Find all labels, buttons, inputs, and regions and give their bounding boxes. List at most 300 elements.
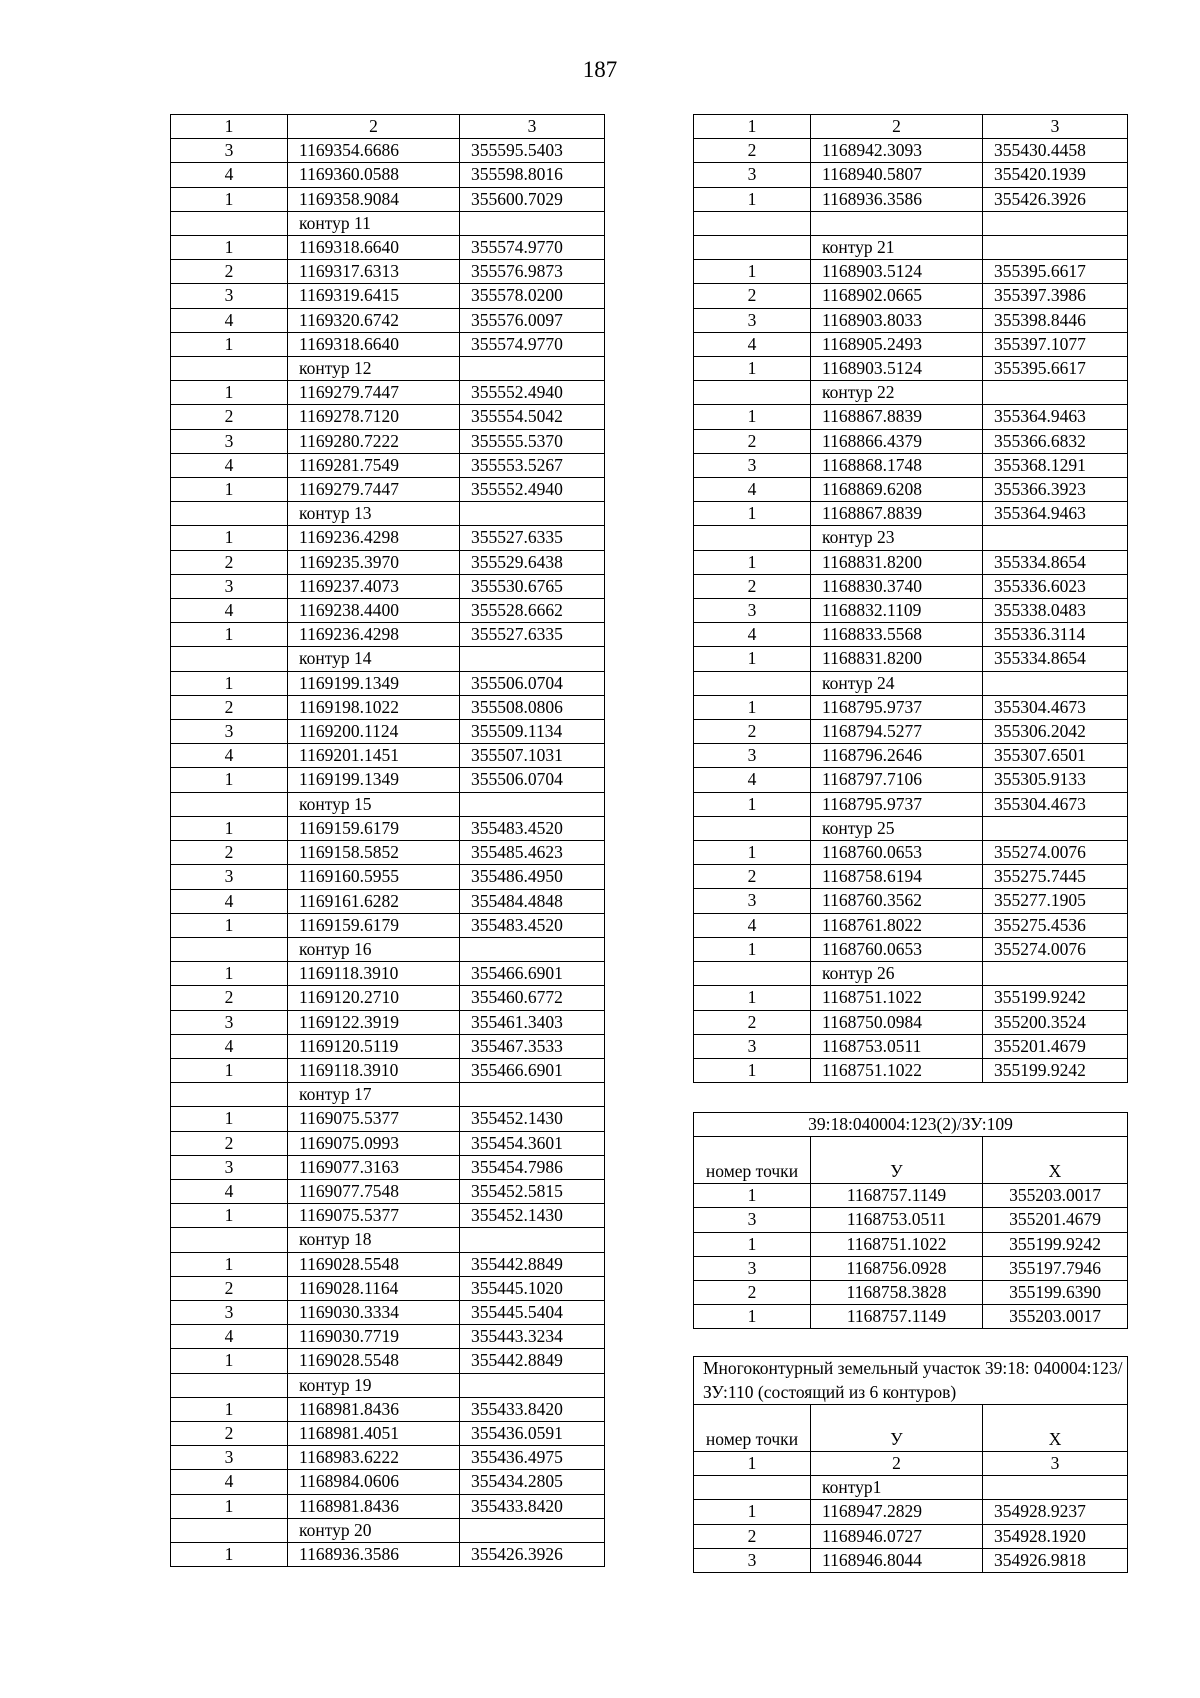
y-coordinate-cell: 1169159.6179: [288, 913, 460, 937]
contour-label: контур 25: [811, 816, 983, 840]
x-coordinate-cell: 355461.3403: [460, 1010, 605, 1034]
point-number-cell: [694, 381, 811, 405]
table-row: [694, 1034, 1128, 1058]
contour-row: [694, 381, 1128, 405]
x-coordinate-cell: 355397.3986: [983, 284, 1128, 308]
y-coordinate-cell: 1169030.3334: [288, 1300, 460, 1324]
contour-row: [171, 502, 605, 526]
x-coordinate-cell: [460, 1518, 605, 1542]
y-coordinate-cell: 1169281.7549: [288, 453, 460, 477]
point-number-cell: [171, 792, 288, 816]
table-header-row: [171, 115, 605, 139]
y-coordinate-cell: 1168942.3093: [811, 139, 983, 163]
contour-row: [171, 211, 605, 235]
y-coordinate-cell: 1169318.6640: [288, 236, 460, 260]
y-coordinate-cell: 1169199.1349: [288, 768, 460, 792]
point-number-cell: 4: [171, 308, 288, 332]
point-number-cell: [694, 526, 811, 550]
x-coordinate-cell: 355527.6335: [460, 526, 605, 550]
table-row: [171, 1252, 605, 1276]
contour-label: контур 18: [288, 1228, 460, 1252]
point-number-cell: 3: [694, 1256, 811, 1280]
contour-label: контур1: [811, 1476, 983, 1500]
x-coordinate-cell: 355452.1430: [460, 1204, 605, 1228]
x-coordinate-cell: [983, 381, 1128, 405]
x-coordinate-cell: 355305.9133: [983, 768, 1128, 792]
x-coordinate-cell: 355436.0591: [460, 1421, 605, 1445]
x-coordinate-cell: [983, 962, 1128, 986]
y-coordinate-cell: 1168902.0665: [811, 284, 983, 308]
x-coordinate-cell: 355466.6901: [460, 1058, 605, 1082]
table-row: [694, 1208, 1128, 1232]
y-coordinate-cell: 1168981.8436: [288, 1397, 460, 1421]
x-coordinate-cell: 355200.3524: [983, 1010, 1128, 1034]
y-coordinate-cell: 1169075.5377: [288, 1107, 460, 1131]
table-row: [694, 647, 1128, 671]
contour-label: контур 12: [288, 357, 460, 381]
y-coordinate-cell: 1168795.9737: [811, 792, 983, 816]
point-number-cell: 4: [171, 599, 288, 623]
table-row: [171, 187, 605, 211]
point-number-cell: 2: [171, 1276, 288, 1300]
table-row: [694, 284, 1128, 308]
point-number-cell: 1: [694, 792, 811, 816]
contour-label: контур 26: [811, 962, 983, 986]
point-number-cell: 4: [171, 1325, 288, 1349]
point-number-cell: 2: [694, 1524, 811, 1548]
table-row: [171, 308, 605, 332]
y-coordinate-cell: 1169159.6179: [288, 816, 460, 840]
table-row: [694, 1058, 1128, 1082]
table-row: [171, 284, 605, 308]
y-coordinate-cell: 1168981.8436: [288, 1494, 460, 1518]
table-row: [694, 357, 1128, 381]
x-coordinate-cell: 355483.4520: [460, 816, 605, 840]
table-row: [171, 550, 605, 574]
point-number-cell: 3: [171, 720, 288, 744]
x-coordinate-cell: 355426.3926: [460, 1542, 605, 1566]
point-number-cell: 2: [694, 1281, 811, 1305]
point-number-cell: 2: [171, 695, 288, 719]
point-number-cell: 1: [171, 623, 288, 647]
y-coordinate-cell: 1168867.8839: [811, 405, 983, 429]
coordinates-table-right-continued: [693, 114, 1128, 1083]
point-number-cell: [171, 1083, 288, 1107]
y-coordinate-cell: 1168831.8200: [811, 550, 983, 574]
column-number: 3: [983, 1452, 1128, 1476]
y-coordinate-cell: 1168757.1149: [811, 1305, 983, 1329]
y-coordinate-cell: 1168936.3586: [811, 187, 983, 211]
contour-row: [694, 816, 1128, 840]
y-coordinate-cell: 1168751.1022: [811, 1058, 983, 1082]
y-coordinate-cell: 1169319.6415: [288, 284, 460, 308]
point-number-cell: 1: [171, 768, 288, 792]
table-row: [694, 1184, 1128, 1208]
point-number-cell: 2: [694, 139, 811, 163]
point-number-cell: [171, 357, 288, 381]
point-number-cell: 2: [171, 550, 288, 574]
table-row: [171, 453, 605, 477]
y-coordinate-cell: 1169201.1451: [288, 744, 460, 768]
coordinates-table-left: [170, 114, 605, 1567]
y-coordinate-cell: 1168936.3586: [288, 1542, 460, 1566]
x-coordinate-cell: 355554.5042: [460, 405, 605, 429]
point-number-cell: 1: [171, 187, 288, 211]
table-row: [171, 1179, 605, 1203]
contour-row: [171, 937, 605, 961]
point-number-cell: 3: [171, 284, 288, 308]
y-coordinate-cell: 1169320.6742: [288, 308, 460, 332]
contour-row: [694, 1476, 1128, 1500]
y-coordinate-cell: 1168903.5124: [811, 357, 983, 381]
point-number-cell: [171, 937, 288, 961]
point-number-cell: 3: [694, 889, 811, 913]
point-number-cell: 4: [694, 768, 811, 792]
table-row: [694, 720, 1128, 744]
table-row: [694, 937, 1128, 961]
contour-label: контур 16: [288, 937, 460, 961]
x-coordinate-cell: 355452.1430: [460, 1107, 605, 1131]
x-coordinate-cell: 355395.6617: [983, 260, 1128, 284]
x-coordinate-cell: 355442.8849: [460, 1252, 605, 1276]
y-coordinate-cell: 1169358.9084: [288, 187, 460, 211]
table-row: [171, 841, 605, 865]
table-row: [171, 236, 605, 260]
table-row: [171, 744, 605, 768]
point-number-cell: 1: [171, 962, 288, 986]
point-number-cell: [694, 962, 811, 986]
table-row: [694, 1500, 1128, 1524]
y-coordinate-cell: 1168761.8022: [811, 913, 983, 937]
y-coordinate-cell: 1169238.4400: [288, 599, 460, 623]
y-coordinate-cell: 1168797.7106: [811, 768, 983, 792]
point-number-cell: 3: [694, 1034, 811, 1058]
point-number-cell: 1: [171, 1397, 288, 1421]
point-number-cell: 2: [694, 1010, 811, 1034]
y-coordinate-cell: [811, 211, 983, 235]
point-number-cell: 2: [171, 1131, 288, 1155]
point-number-cell: 3: [694, 1208, 811, 1232]
column-number: 1: [171, 115, 288, 139]
x-coordinate-cell: 355507.1031: [460, 744, 605, 768]
point-number-cell: 2: [694, 720, 811, 744]
contour-row: [171, 1083, 605, 1107]
x-coordinate-cell: 355553.5267: [460, 453, 605, 477]
y-coordinate-cell: 1169028.5548: [288, 1349, 460, 1373]
y-coordinate-cell: 1169028.1164: [288, 1276, 460, 1300]
y-coordinate-cell: 1168831.8200: [811, 647, 983, 671]
point-number-cell: 3: [694, 453, 811, 477]
y-coordinate-cell: 1168753.0511: [811, 1208, 983, 1232]
contour-row: [171, 357, 605, 381]
x-coordinate-cell: 355201.4679: [983, 1034, 1128, 1058]
y-coordinate-cell: 1169120.2710: [288, 986, 460, 1010]
x-coordinate-cell: 355397.1077: [983, 332, 1128, 356]
x-coordinate-cell: 355578.0200: [460, 284, 605, 308]
y-coordinate-cell: 1168833.5568: [811, 623, 983, 647]
table-title-row: [694, 1357, 1128, 1405]
contour-row: [171, 647, 605, 671]
table-row: [694, 453, 1128, 477]
x-coordinate-cell: 355506.0704: [460, 768, 605, 792]
parcel-109-table: [693, 1112, 1128, 1329]
table-row: [171, 986, 605, 1010]
table-row: [694, 744, 1128, 768]
y-coordinate-cell: 1169236.4298: [288, 623, 460, 647]
x-coordinate-cell: 355274.0076: [983, 937, 1128, 961]
x-coordinate-cell: 354926.9818: [983, 1548, 1128, 1572]
table-row: [171, 478, 605, 502]
table-row: [694, 550, 1128, 574]
y-coordinate-cell: 1169235.3970: [288, 550, 460, 574]
table-title-row: [694, 1113, 1128, 1137]
table-row: [171, 1300, 605, 1324]
y-coordinate-cell: 1169236.4298: [288, 526, 460, 550]
contour-row: [694, 962, 1128, 986]
point-number-cell: [171, 502, 288, 526]
x-coordinate-cell: [460, 357, 605, 381]
x-coordinate-cell: 355454.7986: [460, 1155, 605, 1179]
y-coordinate-cell: 1168750.0984: [811, 1010, 983, 1034]
point-number-cell: 3: [171, 574, 288, 598]
x-coordinate-cell: [983, 211, 1128, 235]
x-coordinate-cell: 355486.4950: [460, 865, 605, 889]
x-coordinate-cell: 355203.0017: [983, 1184, 1128, 1208]
column-number: 3: [983, 115, 1128, 139]
x-coordinate-cell: 355576.0097: [460, 308, 605, 332]
table-row: [171, 381, 605, 405]
contour-row: [171, 1373, 605, 1397]
y-coordinate-cell: 1169280.7222: [288, 429, 460, 453]
table-row: [694, 574, 1128, 598]
point-number-cell: [694, 816, 811, 840]
x-coordinate-cell: 355307.6501: [983, 744, 1128, 768]
contour-row: [171, 1228, 605, 1252]
table-row: [694, 986, 1128, 1010]
y-coordinate-cell: 1168760.3562: [811, 889, 983, 913]
y-coordinate-cell: 1169122.3919: [288, 1010, 460, 1034]
x-coordinate-cell: 355445.5404: [460, 1300, 605, 1324]
y-coordinate-cell: 1168795.9737: [811, 695, 983, 719]
table-row: [694, 1232, 1128, 1256]
x-coordinate-cell: 355530.6765: [460, 574, 605, 598]
table-row: [694, 768, 1128, 792]
point-number-cell: 3: [171, 1446, 288, 1470]
x-coordinate-cell: 354928.9237: [983, 1500, 1128, 1524]
contour-label: контур 11: [288, 211, 460, 235]
table-row: [694, 1524, 1128, 1548]
point-number-cell: [171, 1373, 288, 1397]
contour-label: контур 15: [288, 792, 460, 816]
point-number-cell: 3: [694, 163, 811, 187]
table-row: [171, 768, 605, 792]
point-number-cell: 1: [171, 913, 288, 937]
table-row: [171, 1446, 605, 1470]
table-row: [171, 816, 605, 840]
y-coordinate-cell: 1168866.4379: [811, 429, 983, 453]
table-row: [171, 1542, 605, 1566]
point-number-cell: 4: [171, 889, 288, 913]
point-number-cell: 1: [694, 357, 811, 381]
point-number-cell: 3: [171, 865, 288, 889]
x-coordinate-cell: 355398.8446: [983, 308, 1128, 332]
x-coordinate-cell: 355528.6662: [460, 599, 605, 623]
y-coordinate-cell: 1168940.5807: [811, 163, 983, 187]
x-coordinate-cell: 355506.0704: [460, 671, 605, 695]
y-coordinate-cell: 1169317.6313: [288, 260, 460, 284]
y-coordinate-cell: 1168947.2829: [811, 1500, 983, 1524]
y-coordinate-cell: 1169077.3163: [288, 1155, 460, 1179]
table-row: [694, 139, 1128, 163]
table-row: [171, 599, 605, 623]
point-number-cell: 4: [171, 744, 288, 768]
point-number-cell: [694, 211, 811, 235]
point-number-cell: 1: [171, 381, 288, 405]
table-row: [171, 429, 605, 453]
point-number-cell: 1: [694, 1500, 811, 1524]
point-number-cell: 1: [171, 1204, 288, 1228]
table-row: [694, 1256, 1128, 1280]
point-number-cell: 4: [171, 1034, 288, 1058]
y-coordinate-cell: 1168832.1109: [811, 599, 983, 623]
y-coordinate-cell: 1169118.3910: [288, 962, 460, 986]
table-row: [171, 1349, 605, 1373]
x-coordinate-cell: 355197.7946: [983, 1256, 1128, 1280]
y-coordinate-cell: 1169118.3910: [288, 1058, 460, 1082]
y-coordinate-cell: 1168760.0653: [811, 937, 983, 961]
x-coordinate-cell: [983, 1476, 1128, 1500]
point-number-cell: 1: [694, 841, 811, 865]
point-number-cell: [694, 1476, 811, 1500]
x-coordinate-cell: 355460.6772: [460, 986, 605, 1010]
point-number-cell: 2: [694, 284, 811, 308]
table-row: [171, 1276, 605, 1300]
point-number-cell: 1: [694, 1305, 811, 1329]
table-row: [694, 308, 1128, 332]
parcel-109-title: 39:18:040004:123(2)/ЗУ:109: [694, 1113, 1128, 1137]
contour-label: контур 22: [811, 381, 983, 405]
x-coordinate-cell: 355426.3926: [983, 187, 1128, 211]
table-row: [694, 163, 1128, 187]
y-coordinate-cell: 1169200.1124: [288, 720, 460, 744]
x-coordinate-cell: 355598.8016: [460, 163, 605, 187]
x-coordinate-cell: 355508.0806: [460, 695, 605, 719]
column-header-point-number: номер точки: [694, 1405, 811, 1452]
contour-label: контур 23: [811, 526, 983, 550]
point-number-cell: 1: [694, 550, 811, 574]
table-row: [171, 1058, 605, 1082]
table-row: [171, 405, 605, 429]
column-number: 2: [811, 115, 983, 139]
table-row: [171, 1494, 605, 1518]
table-row: [171, 1325, 605, 1349]
x-coordinate-cell: 355275.4536: [983, 913, 1128, 937]
point-number-cell: 4: [171, 453, 288, 477]
x-coordinate-cell: 355576.9873: [460, 260, 605, 284]
y-coordinate-cell: 1168868.1748: [811, 453, 983, 477]
parcel-110-table: [693, 1356, 1128, 1573]
point-number-cell: 1: [171, 526, 288, 550]
point-number-cell: 1: [171, 478, 288, 502]
x-coordinate-cell: 355527.6335: [460, 623, 605, 647]
point-number-cell: 1: [694, 986, 811, 1010]
x-coordinate-cell: 355304.4673: [983, 695, 1128, 719]
y-coordinate-cell: 1168903.5124: [811, 260, 983, 284]
table-row: [694, 1281, 1128, 1305]
point-number-cell: [171, 211, 288, 235]
point-number-cell: 4: [694, 623, 811, 647]
table-row: [171, 671, 605, 695]
page-number: 187: [582, 57, 618, 82]
y-coordinate-cell: 1169279.7447: [288, 381, 460, 405]
contour-row: [171, 792, 605, 816]
table-row: [694, 865, 1128, 889]
x-coordinate-cell: [460, 1083, 605, 1107]
x-coordinate-cell: 355509.1134: [460, 720, 605, 744]
point-number-cell: [171, 647, 288, 671]
table-row: [694, 599, 1128, 623]
table-row: [171, 889, 605, 913]
x-coordinate-cell: [460, 1228, 605, 1252]
y-coordinate-cell: 1168753.0511: [811, 1034, 983, 1058]
column-header-x: Х: [983, 1405, 1128, 1452]
point-number-cell: 2: [694, 865, 811, 889]
x-coordinate-cell: [460, 502, 605, 526]
y-coordinate-cell: 1169278.7120: [288, 405, 460, 429]
table-row: [694, 841, 1128, 865]
point-number-cell: 3: [171, 1300, 288, 1324]
x-coordinate-cell: 355203.0017: [983, 1305, 1128, 1329]
point-number-cell: 1: [694, 1184, 811, 1208]
y-coordinate-cell: 1168984.0606: [288, 1470, 460, 1494]
point-number-cell: 2: [694, 574, 811, 598]
x-coordinate-cell: 355445.1020: [460, 1276, 605, 1300]
column-header-point-number: номер точки: [694, 1137, 811, 1184]
point-number-cell: 1: [694, 260, 811, 284]
table-row: [171, 695, 605, 719]
table-row: [171, 1204, 605, 1228]
x-coordinate-cell: 355334.8654: [983, 550, 1128, 574]
x-coordinate-cell: 355199.6390: [983, 1281, 1128, 1305]
point-number-cell: [694, 671, 811, 695]
y-coordinate-cell: 1168751.1022: [811, 986, 983, 1010]
y-coordinate-cell: 1169237.4073: [288, 574, 460, 598]
x-coordinate-cell: 355366.6832: [983, 429, 1128, 453]
x-coordinate-cell: 355336.3114: [983, 623, 1128, 647]
point-number-cell: 1: [694, 695, 811, 719]
x-coordinate-cell: 355277.1905: [983, 889, 1128, 913]
contour-label: контур 17: [288, 1083, 460, 1107]
table-row: [171, 1470, 605, 1494]
y-coordinate-cell: 1169120.5119: [288, 1034, 460, 1058]
y-coordinate-cell: 1169158.5852: [288, 841, 460, 865]
x-coordinate-cell: 355595.5403: [460, 139, 605, 163]
table-row: [171, 913, 605, 937]
point-number-cell: 2: [171, 260, 288, 284]
x-coordinate-cell: 355274.0076: [983, 841, 1128, 865]
y-coordinate-cell: 1168946.8044: [811, 1548, 983, 1572]
y-coordinate-cell: 1168757.1149: [811, 1184, 983, 1208]
contour-label: контур 20: [288, 1518, 460, 1542]
contour-row: [171, 1518, 605, 1542]
y-coordinate-cell: 1168758.3828: [811, 1281, 983, 1305]
contour-row: [694, 671, 1128, 695]
y-coordinate-cell: 1168756.0928: [811, 1256, 983, 1280]
x-coordinate-cell: 355420.1939: [983, 163, 1128, 187]
point-number-cell: 2: [694, 429, 811, 453]
x-coordinate-cell: 355600.7029: [460, 187, 605, 211]
x-coordinate-cell: 355395.6617: [983, 357, 1128, 381]
